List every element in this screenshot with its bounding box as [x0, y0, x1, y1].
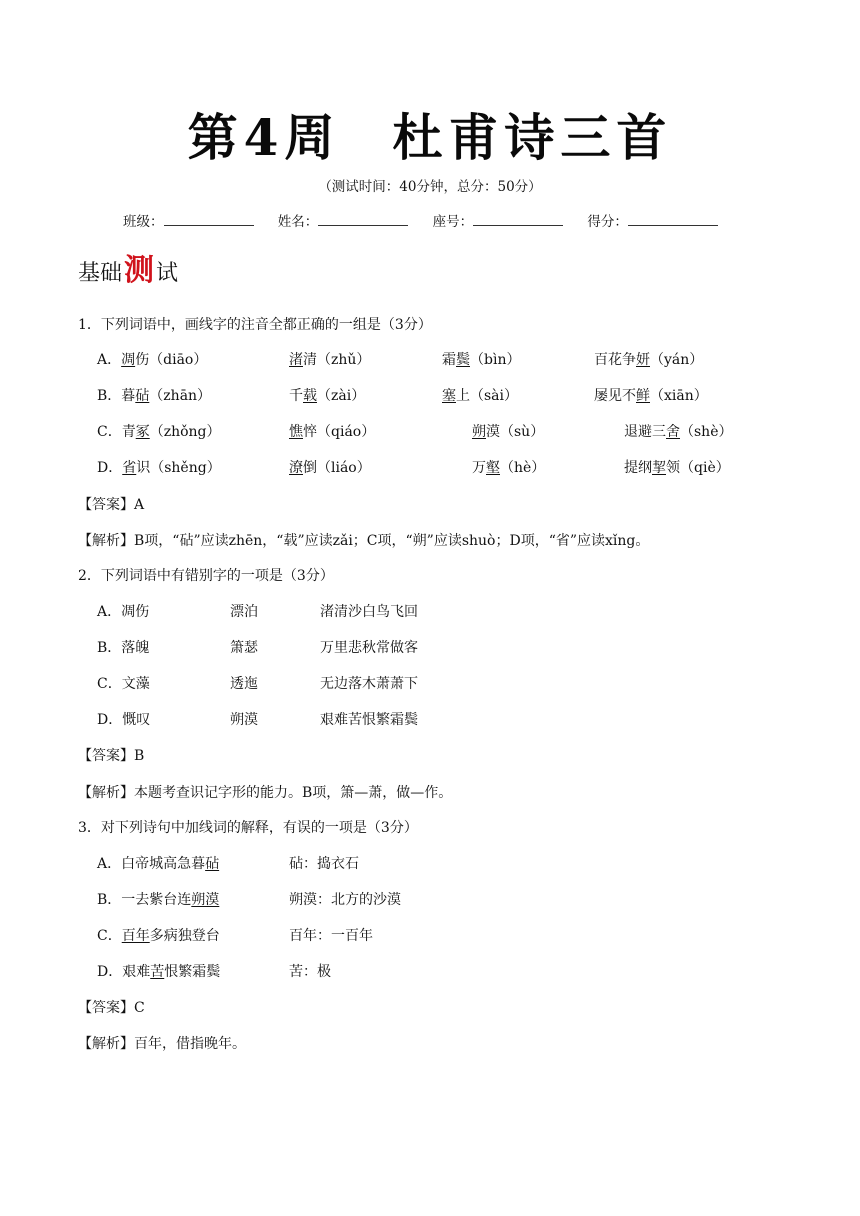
q2-stem: 2．下列词语中有错别字的一项是（3分）: [78, 568, 334, 584]
q1-answer: 【答案】A: [78, 497, 145, 513]
q2-analysis: 【解析】本题考查识记字形的能力。B项，箫—萧，做—作。: [78, 785, 453, 801]
score-field[interactable]: 得分：: [587, 213, 718, 231]
title-topic: 杜甫诗三首: [392, 108, 673, 167]
q3-stem: 3．对下列诗句中加线词的解释，有误的一项是（3分）: [78, 820, 418, 836]
seat-field[interactable]: 座号：: [433, 213, 564, 231]
q1-analysis: 【解析】B项，“砧”应读zhēn，“载”应读zǎi；C项，“朔”应读shuò；D项，“省”应读xǐng。: [78, 533, 650, 549]
page-title: [0, 108, 860, 168]
q3-analysis: 【解析】百年，借指晚年。: [78, 1036, 246, 1052]
q1-stem: 1．下列词语中，画线字的注音全都正确的一组是（3分）: [78, 317, 432, 333]
q2-answer: 【答案】B: [78, 748, 145, 764]
title-week: 第4周: [187, 108, 341, 167]
q3-answer: 【答案】C: [78, 1000, 145, 1016]
student-info-row: [123, 213, 738, 231]
test-info: （测试时间：40分钟，总分：50分）: [318, 179, 542, 195]
section-heading: 基础测试: [78, 253, 179, 288]
name-field[interactable]: 姓名：: [278, 213, 409, 231]
class-field[interactable]: 班级：: [123, 213, 254, 231]
